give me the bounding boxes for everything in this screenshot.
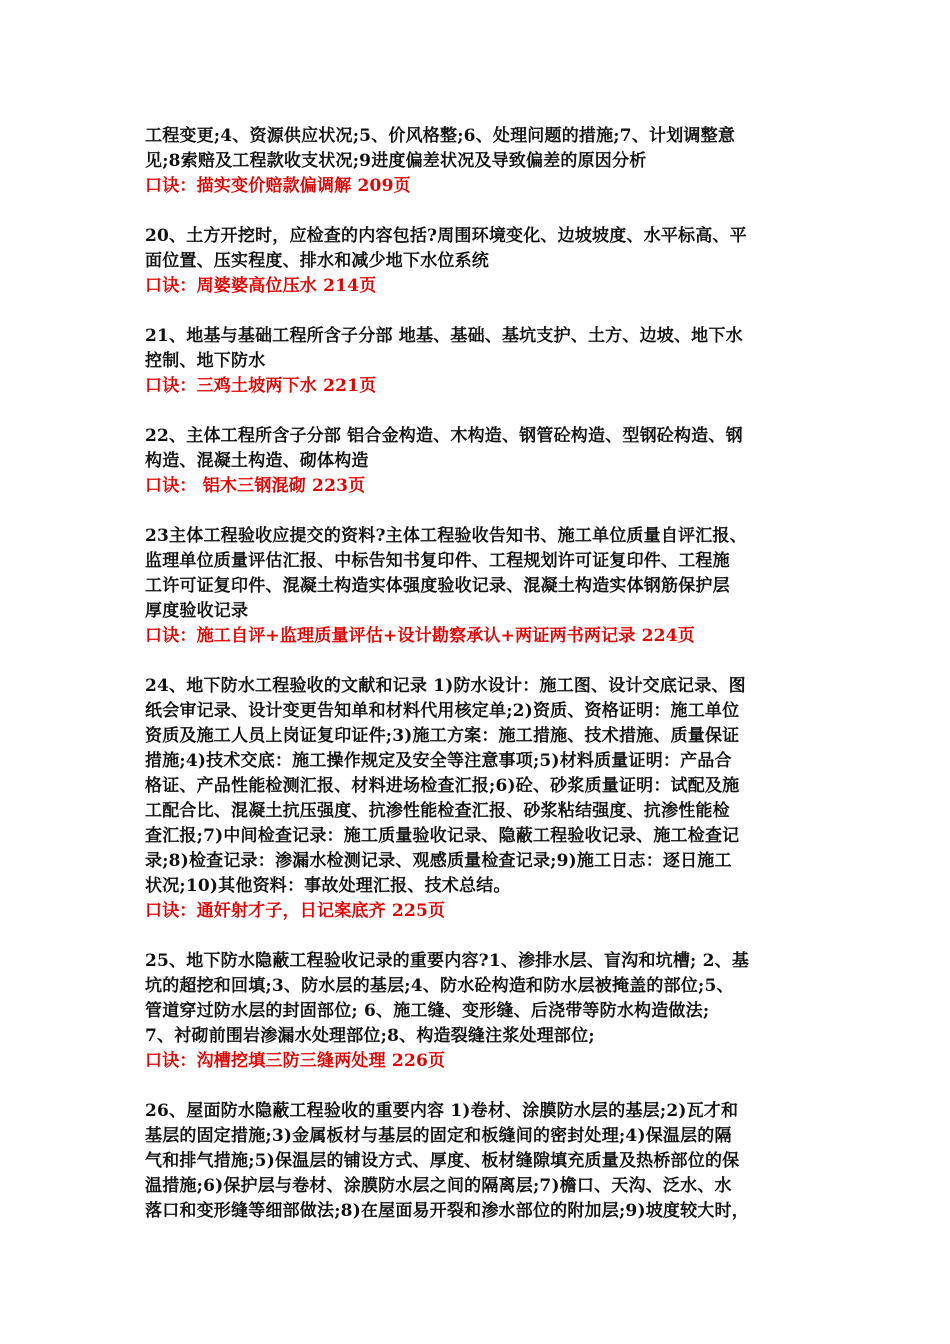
mnemonic-line: 口诀：施工自评+监理质量评估+设计勘察承认+两证两书两记录 224页: [145, 626, 695, 646]
paragraph-line: 26、屋面防水隐蔽工程验收的重要内容 1)卷材、涂膜防水层的基层;2)瓦才和: [145, 1101, 739, 1121]
mnemonic-line: 口诀：三鸡土坡两下水 221页: [145, 376, 377, 396]
paragraph-line: 20、土方开挖时，应检查的内容包括?周围环境变化、边坡坡度、水平标高、平: [145, 226, 747, 246]
paragraph-line: 基层的固定措施;3)金属板材与基层的固定和板缝间的密封处理;4)保温层的隔: [145, 1126, 732, 1146]
mnemonic-line: 口诀：描实变价赔款偏调解 209页: [145, 176, 411, 196]
paragraph-line: 21、地基与基础工程所含子分部 地基、基础、基坑支护、土方、边坡、地下水: [145, 326, 743, 346]
paragraph-line: 资质及施工人员上岗证复印证件;3)施工方案：施工措施、技术措施、质量保证: [145, 726, 740, 746]
question-section: [145, 949, 817, 1074]
question-section: [145, 524, 817, 649]
question-section: [145, 674, 817, 924]
paragraph-line: 见;8索赔及工程款收支状况;9进度偏差状况及导致偏差的原因分析: [145, 151, 647, 171]
question-section: [145, 124, 817, 199]
question-section: [145, 424, 817, 499]
paragraph-line: 格证、产品性能检测汇报、材料进场检查汇报;6)砼、砂浆质量证明：试配及施: [145, 776, 740, 796]
paragraph-line: 工程变更;4、资源供应状况;5、价风格整;6、处理问题的措施;7、计划调整意: [145, 126, 736, 146]
paragraph-line: 工配合比、混凝土抗压强度、抗渗性能检查汇报、砂浆粘结强度、抗渗性能检: [145, 801, 730, 821]
mnemonic-line: 口诀：周婆婆高位压水 214页: [145, 276, 377, 296]
paragraph-line: 温措施;6)保护层与卷材、涂膜防水层之间的隔离层;7)檐口、天沟、泛水、水: [145, 1176, 732, 1196]
question-section: [145, 224, 817, 299]
paragraph-line: 坑的超挖和回填;3、防水层的基层;4、防水砼构造和防水层被掩盖的部位;5、: [145, 976, 734, 996]
paragraph-line: 纸会审记录、设计变更告知单和材料代用核定单;2)资质、资格证明：施工单位: [145, 701, 740, 721]
paragraph-line: 工许可证复印件、混凝土构造实体强度验收记录、混凝土构造实体钢筋保护层: [145, 576, 730, 596]
paragraph-line: 措施;4)技术交底：施工操作规定及安全等注意事项;5)材料质量证明：产品合: [145, 751, 732, 771]
question-section: [145, 324, 817, 399]
paragraph-line: 22、主体工程所含子分部 铝合金构造、木构造、钢管砼构造、型钢砼构造、钢: [145, 426, 743, 446]
paragraph-line: 控制、地下防水: [145, 351, 266, 371]
paragraph-line: 厚度验收记录: [145, 601, 249, 621]
paragraph-line: 查汇报;7)中间检查记录：施工质量验收记录、隐蔽工程验收记录、施工检查记: [145, 826, 740, 846]
mnemonic-line: 口诀：通奸射才子，日记案底齐 225页: [145, 901, 446, 921]
paragraph-line: 7、衬砌前围岩渗漏水处理部位;8、构造裂缝注浆处理部位;: [145, 1026, 595, 1046]
paragraph-line: 管道穿过防水层的封固部位; 6、施工缝、变形缝、后浇带等防水构造做法;: [145, 1001, 710, 1021]
paragraph-line: 构造、混凝土构造、砌体构造: [145, 451, 369, 471]
paragraph-line: 气和排气措施;5)保温层的铺设方式、厚度、板材缝隙填充质量及热桥部位的保: [145, 1151, 740, 1171]
paragraph-line: 23主体工程验收应提交的资料?主体工程验收告知书、施工单位质量自评汇报、: [145, 526, 747, 546]
paragraph-line: 状况;10)其他资料：事故处理汇报、技术总结。: [145, 876, 511, 896]
paragraph-line: 录;8)检查记录：渗漏水检测记录、观感质量检查记录;9)施工日志：逐日施工: [145, 851, 732, 871]
paragraph-line: 面位置、压实程度、排水和减少地下水位系统: [145, 251, 489, 271]
paragraph-line: 监理单位质量评估汇报、中标告知书复印件、工程规划许可证复印件、工程施: [145, 551, 730, 571]
question-section: [145, 1099, 817, 1224]
mnemonic-line: 口诀： 铝木三钢混砌 223页: [145, 476, 366, 496]
document-page: [145, 124, 817, 1249]
paragraph-line: 25、地下防水隐蔽工程验收记录的重要内容?1、渗排水层、盲沟和坑槽; 2、基: [145, 951, 750, 971]
paragraph-line: 24、地下防水工程验收的文献和记录 1)防水设计：施工图、设计交底记录、图: [145, 676, 746, 696]
paragraph-line: 落口和变形缝等细部做法;8)在屋面易开裂和渗水部位的附加层;9)坡度较大时，: [145, 1201, 749, 1221]
mnemonic-line: 口诀：沟槽挖填三防三缝两处理 226页: [145, 1051, 446, 1071]
